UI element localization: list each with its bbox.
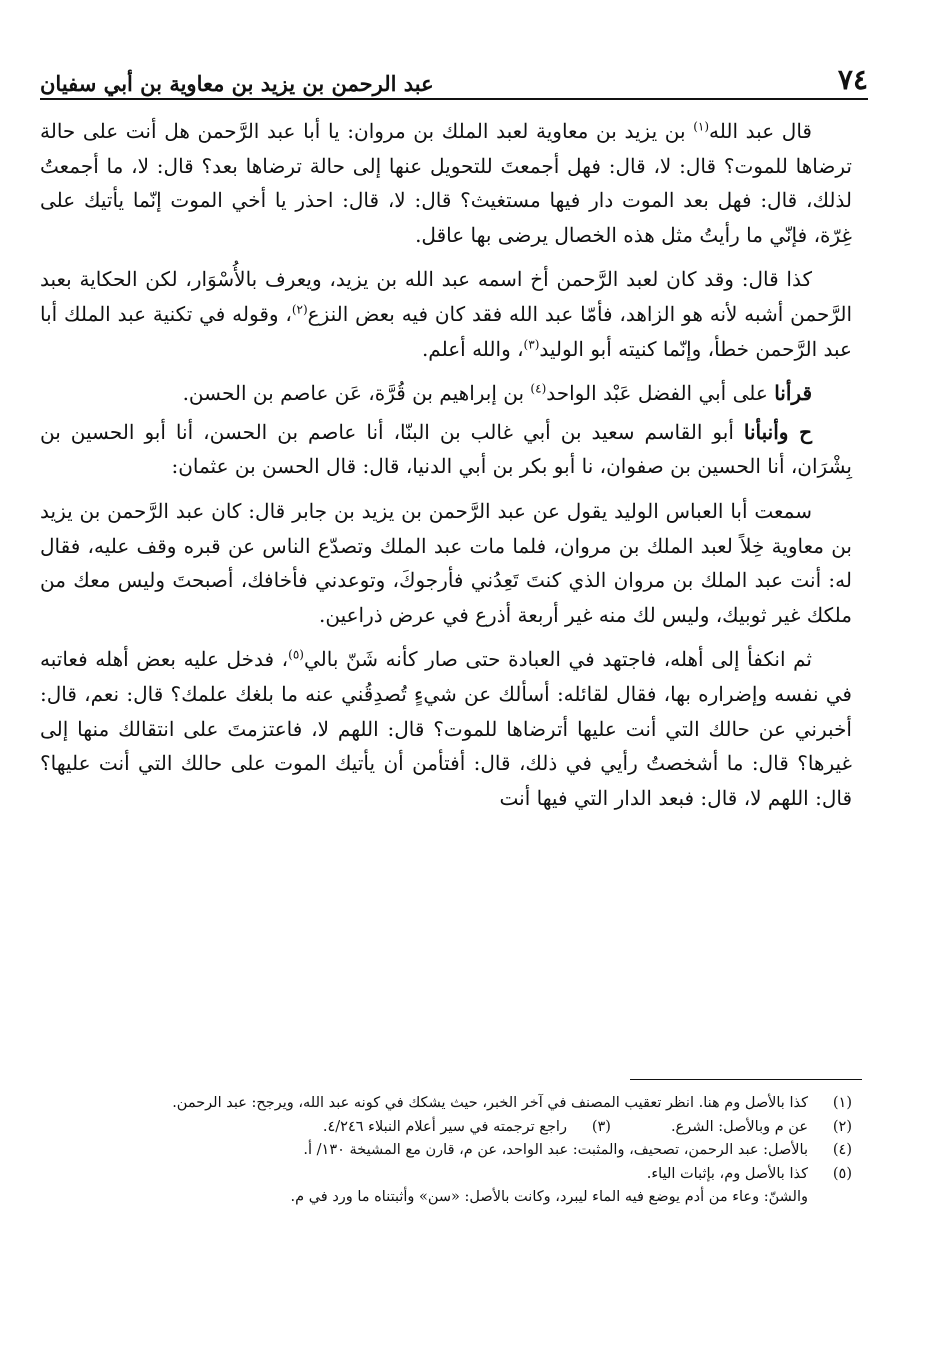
paragraph-3: [40, 376, 852, 411]
paragraph-2: [40, 262, 852, 366]
footnote-number: (٤): [832, 1142, 852, 1158]
footnote-number: (١): [832, 1095, 852, 1111]
text-run: بن إبراهيم بن قُرَّة، عَن عاصم بن الحسن.: [182, 381, 531, 406]
text-run: كذا قال: وقد كان لعبد الرَّحمن أخ اسمه عبد الله بن يزيد، ويعرف بالأُسْوَار، لكن الحكاية بعبد الرَّحمن أشبه لأنه هو الزاهد، فأمّا عبد الله فقد كان فيه بعض النزع: [40, 267, 852, 326]
page-number: ٧٤: [837, 63, 868, 96]
text-run: ، والله أعلم.: [421, 336, 524, 361]
footnote-text: راجع ترجمته في سير أعلام النبلاء ٤/٢٤٦.: [322, 1118, 567, 1135]
footnote-text: عن م وبالأصل: الشرع.: [670, 1118, 808, 1135]
footnote-1: [40, 1092, 852, 1116]
footnote-text: كذا بالأصل وم هنا. انظر تعقيب المصنف في آخر الخبر، حيث يشكك في كونه عبد الله، ويرجح: عبد الرحمن.: [172, 1095, 808, 1111]
footnotes: [40, 1092, 852, 1210]
text-run: قال عبد الله: [709, 119, 812, 143]
footnote-5-continuation: والشنّ: وعاء من أدم يوضع فيه الماء ليبرد، وكانت بالأصل: «سن» وأثبتناه ما ورد في م.: [290, 1189, 808, 1205]
footnote-5: [40, 1163, 852, 1187]
main-text: [40, 114, 852, 825]
paragraph-1: [40, 114, 852, 252]
text-run: على أبي الفضل عَبْد الواحد: [546, 381, 775, 406]
footnote-text: بالأصل: عبد الرحمن، تصحيف، والمثبت: عبد الواحد، عن م، قارن مع المشيخة ١٣٠/ أ.: [303, 1142, 808, 1158]
text-run: أبو القاسم سعيد بن أبي غالب بن البنّا، أنا عاصم بن الحسن، أنا أبو الحسين بن بِشْرَان، أنا الحسين بن صفوان، نا أبو بكر بن أبي الدنيا، قال: قال الحسن بن عثمان:: [40, 419, 852, 479]
footnote-number: (٢): [832, 1118, 852, 1135]
footnote-ref-5[interactable]: (٥): [288, 647, 304, 662]
paragraph-6: [40, 642, 852, 815]
paragraph-5: [40, 494, 852, 632]
footnote-ref-1[interactable]: (١): [693, 119, 710, 134]
paragraph-4: [40, 415, 852, 484]
isnad-lead: قرأنا: [774, 381, 812, 406]
text-run: سمعت أبا العباس الوليد يقول عن عبد الرَّحمن بن يزيد بن جابر قال: كان عبد الرَّحمن بن يزيد بن معاوية خِلاً لعبد الملك بن مروان، فلما مات عبد الملك وتصدّع الناس عن قبره وقف عليه، فقال له: أنت عبد الملك بن مروان الذي كنتَ تَعِدُني فأرجوكَ، وتوعدني فأخافك، أصبحتَ وليس معك من ملكك غير ثوبيك، وليس لك منه غير أربعة أذرع في عرض ذراعين.: [40, 498, 852, 627]
footnote-number: (٥): [832, 1165, 852, 1182]
text-run: ، وقوله في تكنية عبد الملك أبا عبد الرَّحمن خطأ، وإنّما كنيته أبو الوليد: [40, 301, 852, 361]
footnote-ref-3[interactable]: (٣): [523, 336, 540, 351]
footnote-3: [323, 1116, 611, 1140]
footnote-number: (٣): [591, 1118, 611, 1135]
page-header: [40, 52, 868, 96]
footnote-ref-2[interactable]: (٢): [291, 302, 308, 317]
footnote-2: [671, 1116, 852, 1140]
footnote-row-2-3: [40, 1116, 852, 1140]
text-run: بن يزيد بن معاوية لعبد الملك بن مروان: يا أبا عبد الرَّحمن هل أنت على حالة ترضاها للموت؟ قال: لا، قال: فهل أجمعتَ للتحويل عنها إلى حالة ترضاها بعد؟ قال: لا، ما أجمعتُ لذلك، قال: فهل بعد الموت دار فيها مستغيث؟ قال: لا، قال: احذر يا أخي الموت إنّما يأتيك على غِرّة، فإنّي ما رأيتُ مثل هذه الخصال يرضى بها عاقل.: [40, 119, 852, 247]
header-rule: [40, 98, 868, 100]
running-title: عبد الرحمن بن يزيد بن معاوية بن أبي سفيان: [40, 71, 434, 96]
footnote-separator: [630, 1079, 862, 1080]
footnote-ref-4[interactable]: (٤): [530, 381, 547, 396]
text-run: ثم انكفأ إلى أهله، فاجتهد في العبادة حتى صار كأنه شَنّ بالي: [303, 647, 812, 672]
isnad-lead: ح وأنبأنا: [743, 419, 812, 444]
text-run: ، فدخل عليه بعض أهله فعاتبه في نفسه وإضراره بها، فقال لقائله: أسألك عن شيءٍ تُصدِقُني عنه ما بلغك علمك؟ قال: نعم، قال: أخبرني عن حالك التي أنت عليها أترضاها للموت؟ قال: اللهم لا، فاعتزمتَ على انتقالك منها إلى غيرها؟ قال: ما أشخصتُ رأيي في ذلك، قال: أفتأمن أن يأتيك الموت على حالك التي أنت عليها؟ قال: اللهم لا، قال: فبعد الدار التي فيها أنت: [40, 647, 852, 810]
footnote-4: [40, 1139, 852, 1163]
footnote-text: كذا بالأصل وم، بإثبات الياء.: [646, 1165, 808, 1182]
